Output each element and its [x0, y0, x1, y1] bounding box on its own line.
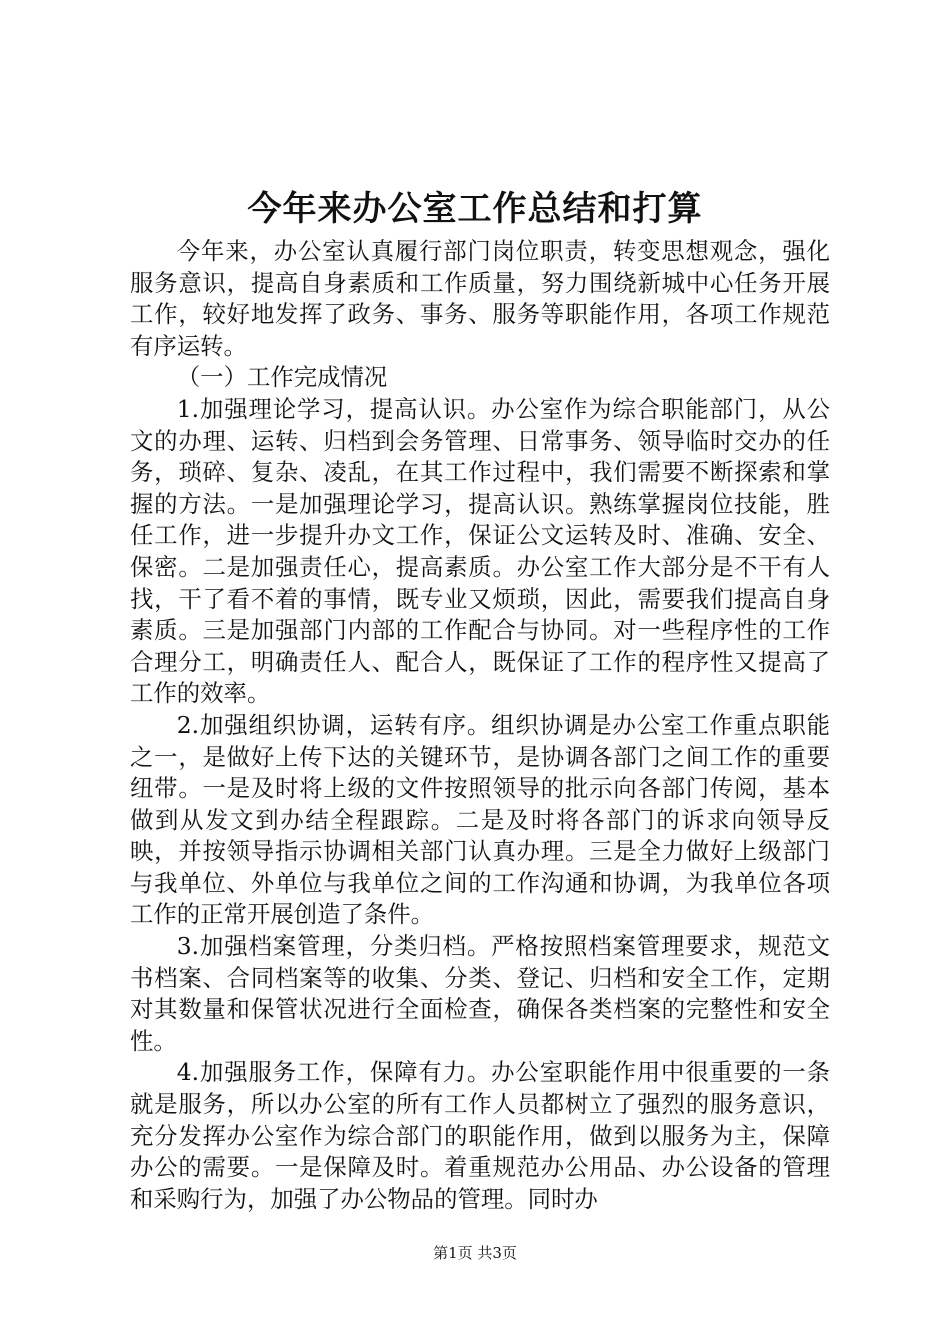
paragraph-item-3: 3.加强档案管理，分类归档。严格按照档案管理要求，规范文书档案、合同档案等的收集、分类、登记、归档和安全工作，定期对其数量和保管状况进行全面检查，确保各类档案的完整性和安全性。 — [130, 932, 830, 1055]
document-title: 今年来办公室工作总结和打算 — [247, 189, 703, 229]
paragraph-item-2: 2.加强组织协调，运转有序。组织协调是办公室工作重点职能之一，是做好上传下达的关键环节，是协调各部门之间工作的重要纽带。一是及时将上级的文件按照领导的批示向各部门传阅，基本做到从发文到办结全程跟踪。二是及时将各部门的诉求向领导反映，并按领导指示协调相关部门认真办理。三是全力做好上级部门与我单位、外单位与我单位之间的工作沟通和协调，为我单位各项工作的正常开展创造了条件。 — [130, 710, 830, 929]
page-number-footer: 第1页 共3页 — [433, 1244, 517, 1262]
paragraph-item-1: 1.加强理论学习，提高认识。办公室作为综合职能部门，从公文的办理、运转、归档到会务管理、日常事务、领导临时交办的任务，琐碎、复杂、凌乱，在其工作过程中，我们需要不断探索和掌握的方法。一是加强理论学习，提高认识。熟练掌握岗位技能，胜任工作，进一步提升办文工作，保证公文运转及时、准确、安全、保密。二是加强责任心，提高素质。办公室工作大部分是不干有人找，干了看不着的事情，既专业又烦琐，因此，需要我们提高自身素质。三是加强部门内部的工作配合与协同。对一些程序性的工作合理分工，明确责任人、配合人，既保证了工作的程序性又提高了工作的效率。 — [130, 394, 830, 708]
paragraph-intro: 今年来，办公室认真履行部门岗位职责，转变思想观念，强化服务意识，提高自身素质和工作质量，努力围绕新城中心任务开展工作，较好地发挥了政务、事务、服务等职能作用，各项工作规范有序运转。 — [130, 237, 830, 360]
document-body — [130, 236, 830, 1215]
section-heading: （一）工作完成情况 — [176, 363, 388, 392]
paragraph-item-4: 4.加强服务工作，保障有力。办公室职能作用中很重要的一条就是服务，所以办公室的所有工作人员都树立了强烈的服务意识，充分发挥办公室作为综合部门的职能作用，做到以服务为主，保障办公的需要。一是保障及时。着重规范办公用品、办公设备的管理和采购行为，加强了办公物品的管理。同时办 — [130, 1058, 830, 1213]
